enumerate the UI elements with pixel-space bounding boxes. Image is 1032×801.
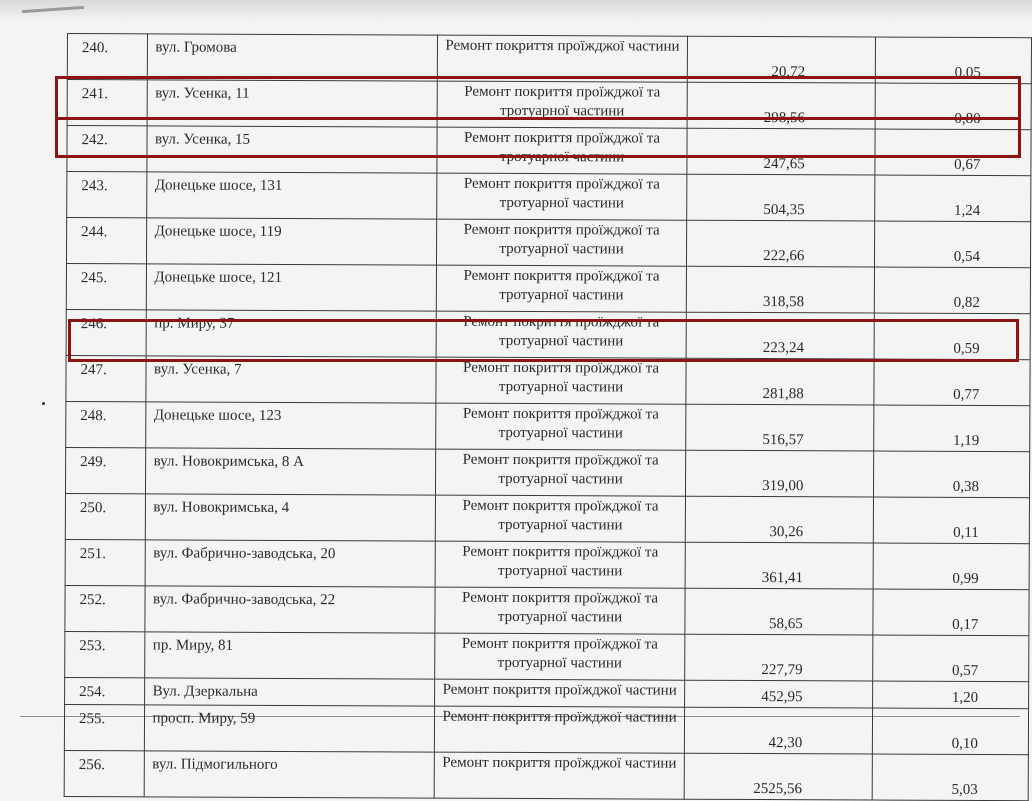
table-row <box>65 585 1029 635</box>
row-number-cell: 249. <box>65 447 145 493</box>
highlight-box-241 <box>55 76 1021 120</box>
row-number-cell: 248. <box>66 401 146 447</box>
row-number-cell: 242. <box>67 126 147 172</box>
table-row <box>65 677 1029 708</box>
work-type-line: Ремонт покриття проїжджої та <box>463 267 660 285</box>
work-type-line: Ремонт покриття проїжджої та <box>462 543 659 561</box>
table-row <box>64 750 1028 800</box>
row-number-cell: 255. <box>64 704 144 750</box>
cost-cell: 5,03 <box>873 754 1029 801</box>
cost-cell: 0,38 <box>874 451 1030 498</box>
cost-cell: 0,99 <box>873 543 1029 590</box>
area-cell: 20,72 <box>688 36 876 83</box>
area-cell: 247,65 <box>687 128 875 175</box>
address-cell: Донецьке шосе, 131 <box>146 172 436 219</box>
work-type-cell <box>436 219 687 266</box>
cost-cell: 0,82 <box>875 267 1031 314</box>
work-type-line: тротуарної частини <box>497 654 622 672</box>
work-type-line: Ремонт покриття проїжджої та <box>462 497 659 515</box>
row-number-cell: 241. <box>67 80 147 126</box>
area-cell: 504,35 <box>687 174 875 221</box>
cost-cell: 1,24 <box>875 175 1031 222</box>
row-number-cell: 247. <box>66 355 146 401</box>
work-type-line: Ремонт покриття проїжджої та <box>464 83 661 101</box>
table-row <box>66 401 1030 451</box>
cost-cell: 0,80 <box>875 83 1031 130</box>
work-type-cell <box>436 265 687 312</box>
row-number-cell: 240. <box>67 34 147 80</box>
table-row <box>66 355 1030 405</box>
work-type-cell <box>434 706 685 753</box>
work-type-line: Ремонт покриття проїжджої частини <box>442 708 677 726</box>
area-cell: 58,65 <box>685 588 873 635</box>
row-number-cell: 245. <box>66 264 146 310</box>
row-number-cell: 244. <box>66 218 146 264</box>
work-type-cell <box>434 752 685 799</box>
area-cell: 319,00 <box>686 450 874 497</box>
work-type-line: тротуарної частини <box>498 470 623 488</box>
table-row <box>65 447 1029 497</box>
cost-cell: 0,57 <box>873 635 1029 682</box>
cost-cell: 0,77 <box>874 359 1030 406</box>
cost-cell: 1,19 <box>874 405 1030 452</box>
highlight-box-242 <box>55 117 1021 158</box>
cost-cell: 0,54 <box>875 221 1031 268</box>
address-cell: пр. Миру, 81 <box>144 632 434 679</box>
area-cell: 281,88 <box>686 358 874 405</box>
row-number-cell: 252. <box>65 585 145 631</box>
area-cell: 227,79 <box>685 634 873 681</box>
row-number-cell: 256. <box>64 750 144 796</box>
area-cell: 361,41 <box>686 542 874 589</box>
work-type-line: Ремонт покриття проїжджої та <box>463 221 660 239</box>
work-type-line: Ремонт покриття проїжджої частини <box>442 754 677 772</box>
row-number-cell: 243. <box>67 172 147 218</box>
cost-cell: 0,10 <box>873 708 1029 755</box>
address-cell: вул. Усенка, 7 <box>145 356 435 403</box>
work-type-cell <box>434 679 685 707</box>
address-cell: Донецьке шосе, 121 <box>146 264 436 311</box>
table-row <box>66 218 1030 268</box>
address-cell: вул. Громова <box>147 34 437 81</box>
work-type-line: Ремонт покриття проїжджої та <box>462 589 659 607</box>
highlight-box-247 <box>68 319 1019 362</box>
work-type-line: Ремонт покриття проїжджої та <box>461 635 658 653</box>
work-type-line: тротуарної частини <box>499 194 624 212</box>
address-cell: просп. Миру, 59 <box>144 705 434 752</box>
work-type-cell <box>436 357 687 404</box>
address-cell: Донецьке шосе, 119 <box>146 218 436 265</box>
address-cell: вул. Новокримська, 4 <box>145 494 435 541</box>
cost-cell: 0,17 <box>873 589 1029 636</box>
cost-cell: 0,05 <box>876 37 1032 84</box>
table-row <box>65 493 1029 543</box>
area-cell: 222,66 <box>687 220 875 267</box>
work-type-line: Ремонт покриття проїжджої та <box>464 129 661 147</box>
area-cell: 42,30 <box>685 707 873 754</box>
work-type-cell <box>435 403 686 450</box>
table-row <box>65 539 1029 589</box>
address-cell: вул. Фабрично-заводська, 22 <box>144 586 434 633</box>
row-number-cell: 253. <box>65 631 145 677</box>
address-cell: Вул. Дзеркальна <box>144 678 434 706</box>
area-cell: 318,58 <box>687 266 875 313</box>
address-cell: Донецьке шосе, 123 <box>145 402 435 449</box>
address-cell: вул. Усенка, 15 <box>146 126 436 173</box>
area-cell: 452,95 <box>685 680 873 708</box>
address-cell: вул. Фабрично-заводська, 20 <box>145 540 435 587</box>
cost-cell: 0,11 <box>874 497 1030 544</box>
work-type-line: Ремонт покриття проїжджої частини <box>445 37 680 55</box>
cost-cell: 0,59 <box>874 313 1030 360</box>
work-type-line: Ремонт покриття проїжджої частини <box>442 681 677 699</box>
work-type-line: Ремонт покриття проїжджої та <box>463 175 660 193</box>
table-row <box>67 172 1031 222</box>
work-type-line: тротуарної частини <box>500 102 625 120</box>
work-type-line: тротуарної частини <box>499 286 624 304</box>
work-type-line: Ремонт покриття проїжджої та <box>463 313 660 331</box>
work-type-cell <box>435 495 686 542</box>
row-number-cell: 250. <box>65 493 145 539</box>
area-cell: 30,26 <box>686 496 874 543</box>
row-number-cell: 246. <box>66 309 146 355</box>
cost-cell: 1,20 <box>873 681 1029 709</box>
table-row <box>66 264 1030 314</box>
scan-speck <box>42 402 45 405</box>
table-row <box>65 631 1029 681</box>
work-type-line: тротуарної частини <box>498 424 623 442</box>
work-type-line: тротуарної частини <box>498 516 623 534</box>
work-type-cell <box>434 633 685 680</box>
area-cell: 223,24 <box>687 312 875 359</box>
work-type-line: тротуарної частини <box>499 240 624 258</box>
area-cell: 2525,56 <box>685 753 873 800</box>
row-number-cell: 254. <box>65 677 145 704</box>
work-type-cell <box>436 173 687 220</box>
address-cell: вул. Усенка, 11 <box>147 80 437 127</box>
work-type-line: тротуарної частини <box>498 378 624 396</box>
work-type-cell <box>435 449 686 496</box>
work-type-line: тротуарної частини <box>499 332 624 350</box>
area-cell: 298,56 <box>688 82 876 129</box>
area-cell: 516,57 <box>686 404 874 451</box>
address-cell: вул. Підмогильного <box>144 751 434 798</box>
cost-cell: 0,67 <box>875 129 1031 176</box>
address-cell: пр. Миру, 37 <box>146 310 436 357</box>
address-cell: вул. Новокримська, 8 А <box>145 448 435 495</box>
work-type-cell <box>435 541 686 588</box>
work-type-line: тротуарної частини <box>497 608 623 626</box>
table-row <box>64 704 1028 754</box>
work-type-line: Ремонт покриття проїжджої та <box>462 405 659 423</box>
work-type-line: тротуарної частини <box>498 562 623 580</box>
row-number-cell: 251. <box>65 539 145 585</box>
scan-top-shadow <box>0 0 1032 22</box>
work-type-cell <box>435 587 686 634</box>
work-type-line: Ремонт покриття проїжджої та <box>462 451 659 469</box>
work-type-line: тротуарної частини <box>499 148 625 166</box>
work-type-line: Ремонт покриття проїжджої та <box>463 359 660 377</box>
